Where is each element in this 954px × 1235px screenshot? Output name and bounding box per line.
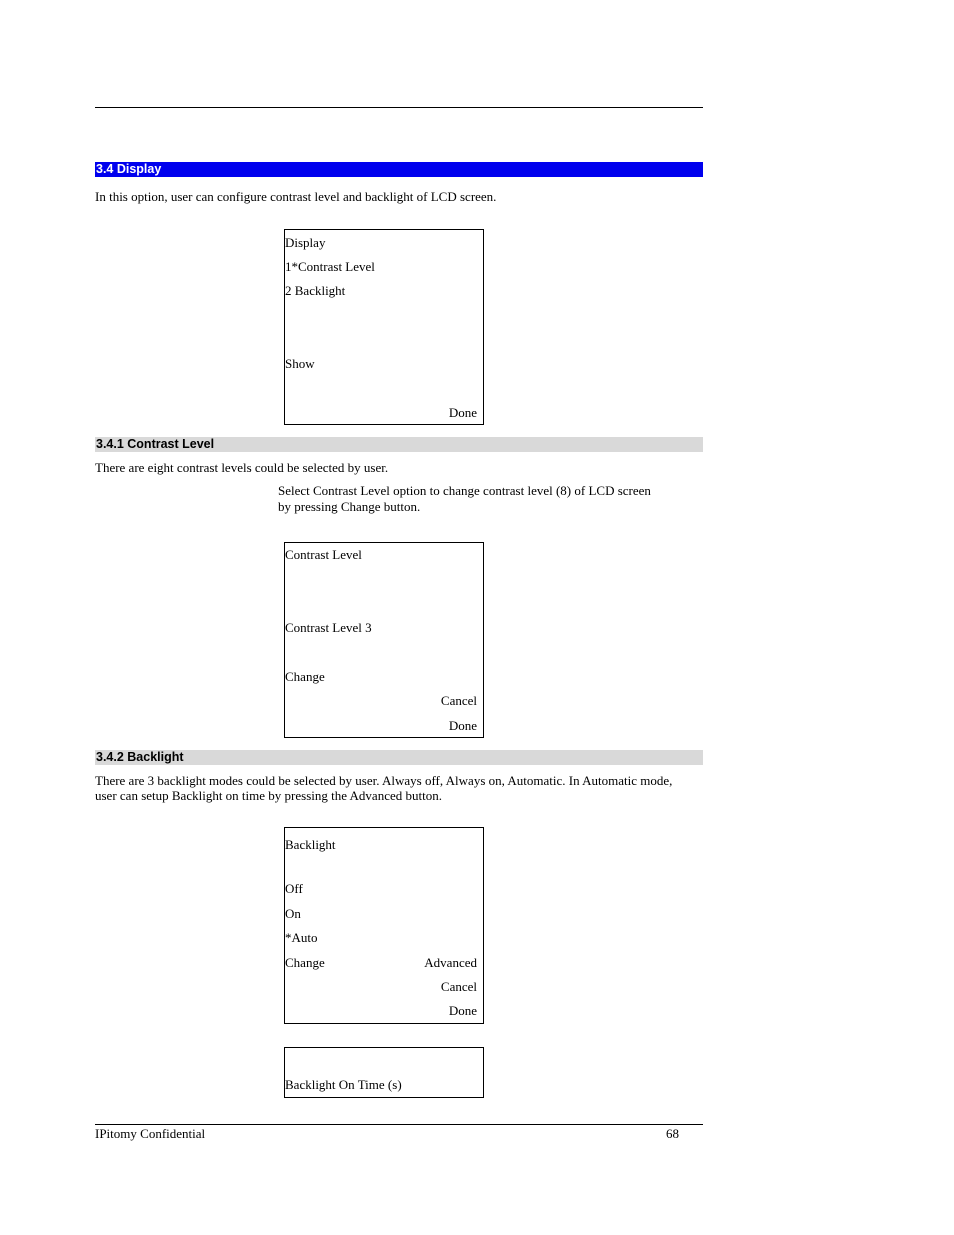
advanced-softkey[interactable]: Advanced <box>424 955 477 970</box>
contrast-note-line2: by pressing Change button. <box>278 499 421 514</box>
display-intro: In this option, user can configure contrast level and backlight of LCD screen. <box>95 189 497 204</box>
backlight-option-on[interactable]: On <box>285 906 301 921</box>
cancel-softkey[interactable]: Cancel <box>440 693 477 708</box>
display-screen-title: Display <box>285 235 326 250</box>
header-rule <box>95 107 703 108</box>
section-heading-contrast-level: 3.4.1 Contrast Level <box>95 437 703 452</box>
footer-rule <box>95 1124 703 1125</box>
show-softkey[interactable]: Show <box>285 356 315 371</box>
backlight-screen-title: Backlight <box>285 837 336 852</box>
page-number: 68 <box>666 1126 679 1141</box>
display-screen <box>284 229 484 425</box>
section-heading-display: 3.4 Display <box>95 162 703 177</box>
backlight-option-off[interactable]: Off <box>285 881 303 896</box>
done-softkey[interactable]: Done <box>448 718 477 733</box>
backlight-option-auto[interactable]: *Auto <box>285 930 318 945</box>
menu-item-backlight[interactable]: 2 Backlight <box>285 283 346 298</box>
backlight-time-screen <box>284 1047 484 1098</box>
backlight-on-time-label: Backlight On Time (s) <box>285 1077 402 1092</box>
footer-confidential: IPitomy Confidential <box>95 1126 206 1141</box>
contrast-screen <box>284 542 484 738</box>
contrast-level-value: Contrast Level 3 <box>285 620 372 635</box>
cancel-softkey[interactable]: Cancel <box>440 979 477 994</box>
contrast-intro: There are eight contrast levels could be selected by user. <box>95 460 389 475</box>
backlight-intro-line2: user can setup Backlight on time by pressing the Advanced button. <box>95 788 442 803</box>
done-softkey[interactable]: Done <box>448 1003 477 1018</box>
contrast-note-line1: Select Contrast Level option to change contrast level (8) of LCD screen <box>278 483 651 498</box>
menu-item-contrast-level[interactable]: 1*Contrast Level <box>285 259 375 274</box>
change-softkey[interactable]: Change <box>285 955 325 970</box>
contrast-screen-title: Contrast Level <box>285 547 362 562</box>
backlight-intro-line1: There are 3 backlight modes could be selected by user. Always off, Always on, Automatic. In Automatic mode, <box>95 773 673 788</box>
change-softkey[interactable]: Change <box>285 669 325 684</box>
backlight-screen <box>284 827 484 1024</box>
section-heading-backlight: 3.4.2 Backlight <box>95 750 703 765</box>
done-softkey[interactable]: Done <box>448 405 477 420</box>
